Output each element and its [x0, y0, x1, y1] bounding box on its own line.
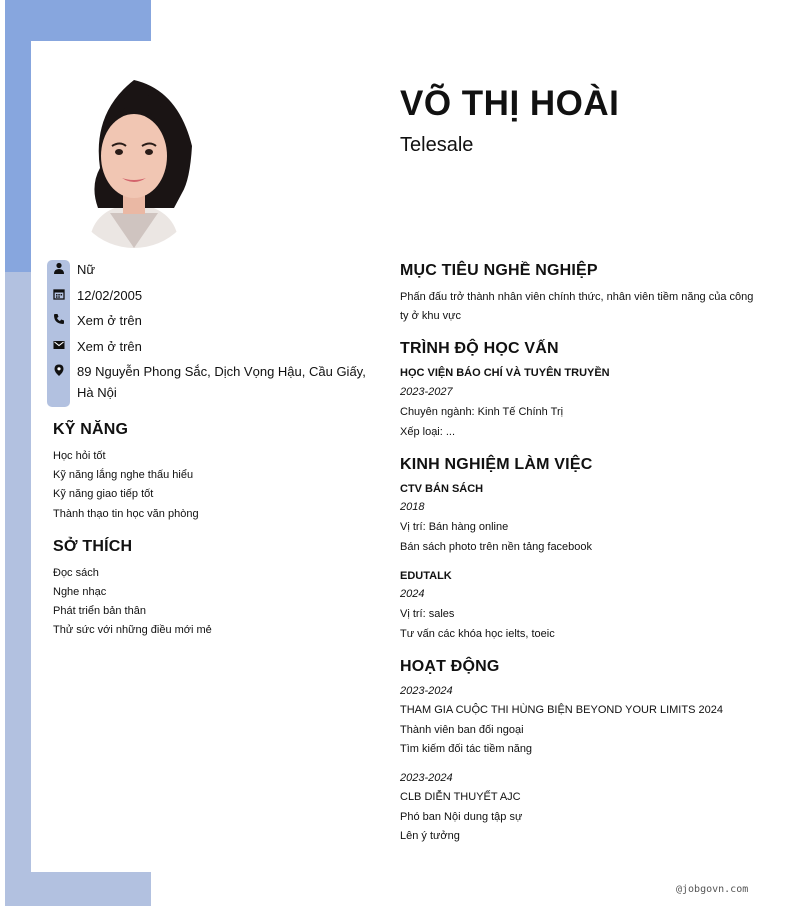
- skill-item: Thành thạo tin học văn phòng: [53, 508, 199, 520]
- contact-icon-rail: [47, 260, 70, 407]
- activity-task: Tìm kiếm đối tác tiềm năng: [400, 743, 533, 755]
- address-text: 89 Nguyễn Phong Sắc, Dịch Vọng Hậu, Cầu Giấy, Hà Nội: [77, 364, 366, 400]
- education-grade: Xếp loại: ...: [400, 426, 456, 438]
- location-icon: [53, 364, 65, 376]
- activity-period: 2023-2024: [400, 772, 453, 784]
- job-year: 2024: [400, 588, 425, 600]
- skill-item: Kỹ năng lắng nghe thấu hiểu: [53, 469, 194, 481]
- calendar-icon: [53, 288, 65, 300]
- school-name: HỌC VIỆN BÁO CHÍ VÀ TUYÊN TRUYỀN: [400, 367, 610, 379]
- skill-item: Học hỏi tốt: [53, 450, 106, 462]
- activity-name: THAM GIA CUỘC THI HÙNG BIỆN BEYOND YOUR LIMITS 2024: [400, 704, 723, 716]
- education-heading: TRÌNH ĐỘ HỌC VẤN: [400, 340, 559, 357]
- job-company: CTV BÁN SÁCH: [400, 483, 484, 495]
- activity-period: 2023-2024: [400, 685, 453, 697]
- candidate-name: VÕ THỊ HOÀI: [400, 84, 620, 123]
- person-icon: [53, 262, 65, 274]
- hobby-item: Nghe nhạc: [53, 586, 107, 598]
- email-text: Xem ở trên: [77, 339, 142, 354]
- experience-heading: KINH NGHIỆM LÀM VIỆC: [400, 456, 593, 473]
- job-position: Vị trí: sales: [400, 608, 455, 620]
- profile-photo: [70, 68, 198, 248]
- hobbies-heading: SỞ THÍCH: [53, 538, 133, 555]
- watermark: @jobgovn.com: [676, 884, 749, 895]
- objective-text: Phấn đấu trở thành nhân viên chính thức, nhân viên tiềm năng của công ty ở khu vực: [400, 291, 754, 322]
- job-position: Vị trí: Bán hàng online: [400, 521, 509, 533]
- gender-text: Nữ: [77, 262, 96, 277]
- skills-heading: KỸ NĂNG: [53, 421, 129, 438]
- education-period: 2023-2027: [400, 386, 453, 398]
- mail-icon: [53, 339, 65, 351]
- birthdate-text: 12/02/2005: [77, 288, 143, 303]
- phone-text: Xem ở trên: [77, 313, 142, 328]
- phone-icon: [53, 313, 65, 325]
- activity-role: Thành viên ban đối ngoại: [400, 724, 524, 736]
- hobby-item: Thử sức với những điều mới mẻ: [53, 624, 212, 636]
- job-year: 2018: [400, 501, 425, 513]
- objective-heading: MỤC TIÊU NGHỀ NGHIỆP: [400, 262, 598, 279]
- activities-heading: HOẠT ĐỘNG: [400, 658, 500, 675]
- activity-task: Lên ý tưởng: [400, 830, 460, 842]
- activity-name: CLB DIỄN THUYẾT AJC: [400, 791, 521, 803]
- skill-item: Kỹ năng giao tiếp tốt: [53, 488, 154, 500]
- candidate-title: Telesale: [400, 134, 474, 156]
- hobby-item: Phát triển bản thân: [53, 605, 146, 617]
- job-description: Tư vấn các khóa học ielts, toeic: [400, 628, 555, 640]
- hobby-item: Đọc sách: [53, 567, 99, 579]
- job-description: Bán sách photo trên nền tảng facebook: [400, 541, 593, 553]
- education-major: Chuyên ngành: Kinh Tế Chính Trị: [400, 406, 564, 418]
- job-company: EDUTALK: [400, 570, 452, 582]
- activity-role: Phó ban Nội dung tập sự: [400, 811, 523, 823]
